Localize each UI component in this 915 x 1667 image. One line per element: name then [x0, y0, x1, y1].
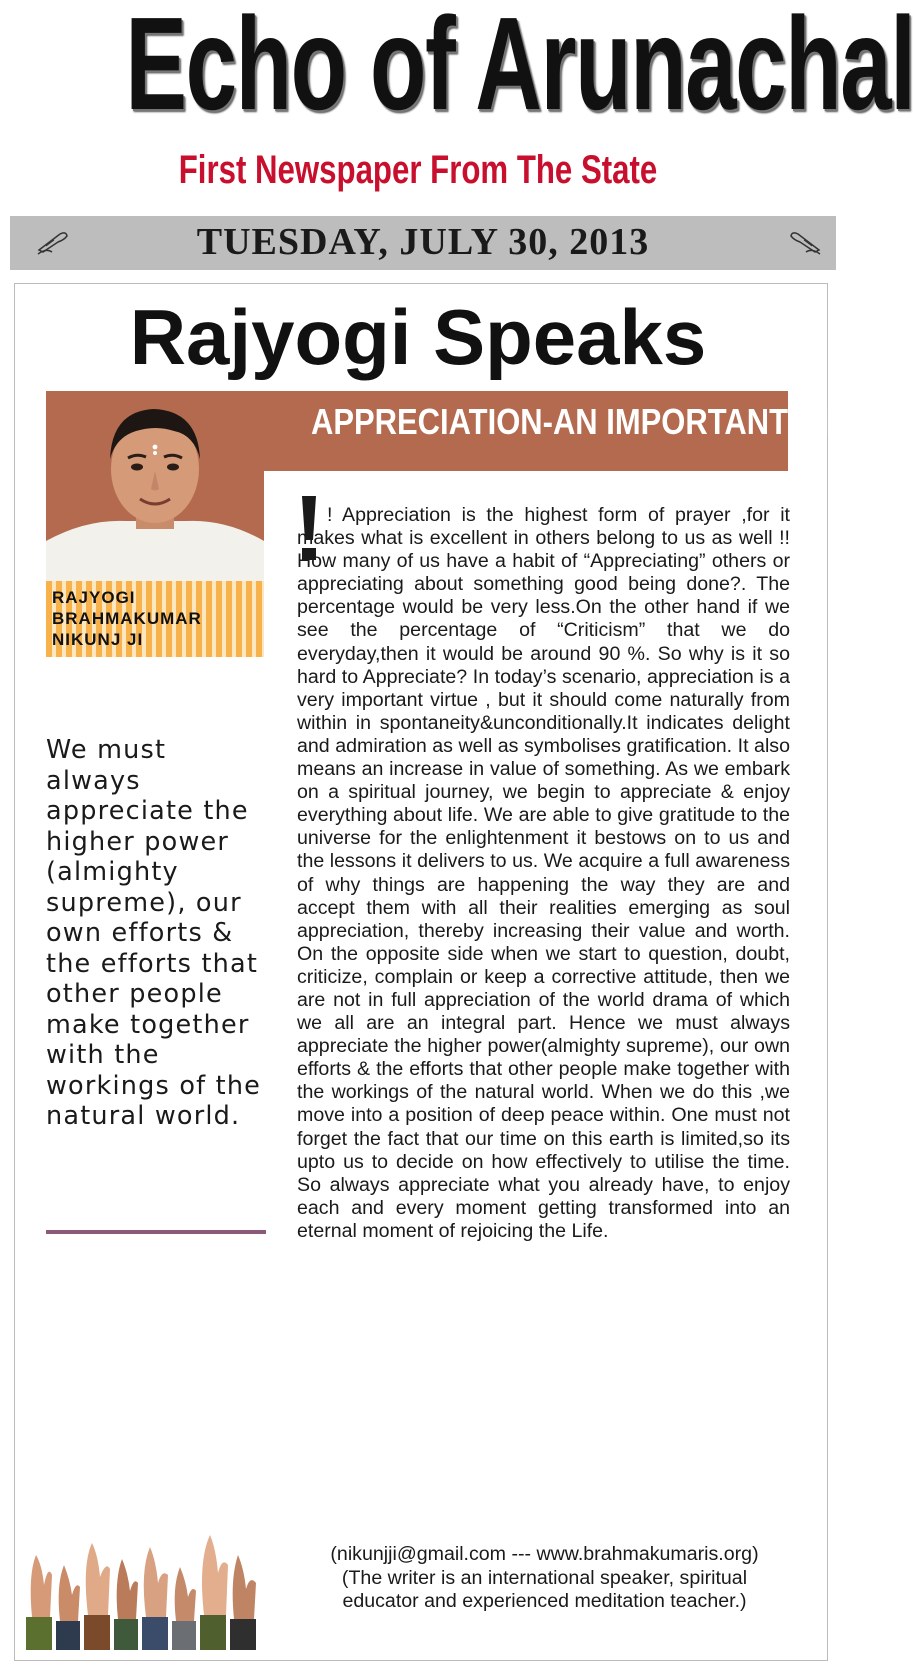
raised-hands-image: [22, 1525, 272, 1650]
masthead: [0, 0, 915, 192]
newspaper-tagline: First Newspaper From The State: [178, 148, 658, 192]
author-caption-line: NIKUNJ JI: [52, 630, 144, 649]
author-contact: [297, 1543, 792, 1614]
pull-quote-rule: [46, 1230, 266, 1234]
pull-quote: We must always appreciate the higher power (almighty supreme), our own efforts & the efforts that other people make together with the workings of the natural world.: [46, 735, 262, 1131]
issue-date: TUESDAY, JULY 30, 2013: [196, 221, 650, 263]
article-headline: APPRECIATION-AN IMPORTANT VIRTUE: [311, 401, 911, 442]
quill-icon: [788, 228, 822, 256]
contact-line: (nikunjji@gmail.com --- www.brahmakumaris.org): [330, 1543, 759, 1565]
writer-note-line: (The writer is an international speaker, spiritual: [341, 1566, 748, 1589]
section-title: Rajyogi Speaks: [129, 293, 707, 381]
article-body-text: ! Appreciation is the highest form of prayer ,for it makes what is excellent in others belong to us as well !! How many of us have a habit of “Appreciating” others or appreciating about something good being done?. The percentage would be very less.On the other hand if we see the percentage of “Criticism” that we do everyday,then it would be around 90 %. So why is it so hard to Appreciate? In today’s scenario, appreciation is a very important virtue , but it should come naturally from within in spontaneity&unconditionally.It indicates delight and admiration as well as symbolises gratification. It also means an increase in value of something. As we embark on a spiritual journey, we begin to appreciate & enjoy everything about life. We are able to give gratitude to the universe for the enlightenment it bestows on to us and the lessons it delivers to us. We acquire a full awareness of why things are happening the way they are and accept them with all their realities emerging as soul appreciation, thereby increasing their value and worth. On the opposite side when we start to question, doubt, criticize, complain or keep a corrective attitude, then we are not in full appreciation of the world drama of which we all are an integral part. Hence we must always appreciate the higher power(almighty supreme), our own efforts & the efforts that other people make together with the workings of the natural world. When we do this ,we move into a position of deep peace within. One must not forget the fact that our time on this earth is limited,so its upto us to decide on how effectively to utilise the time. So always appreciate what you already have, to enjoy each and every moment getting transformed into an eternal moment of rejoicing the Life.: [297, 504, 790, 1242]
date-bar: [10, 216, 836, 270]
author-caption-line: RAJYOGI: [52, 588, 136, 607]
article-body: [297, 504, 790, 1243]
author-caption-line: BRAHMAKUMAR: [52, 609, 202, 628]
author-caption: [52, 587, 202, 650]
author-photo: [46, 391, 264, 581]
author-caption-box: [46, 581, 264, 657]
writer-note-line: educator and experienced meditation teacher.): [342, 1590, 747, 1612]
newspaper-title: Echo of Arunachal: [125, 0, 915, 137]
